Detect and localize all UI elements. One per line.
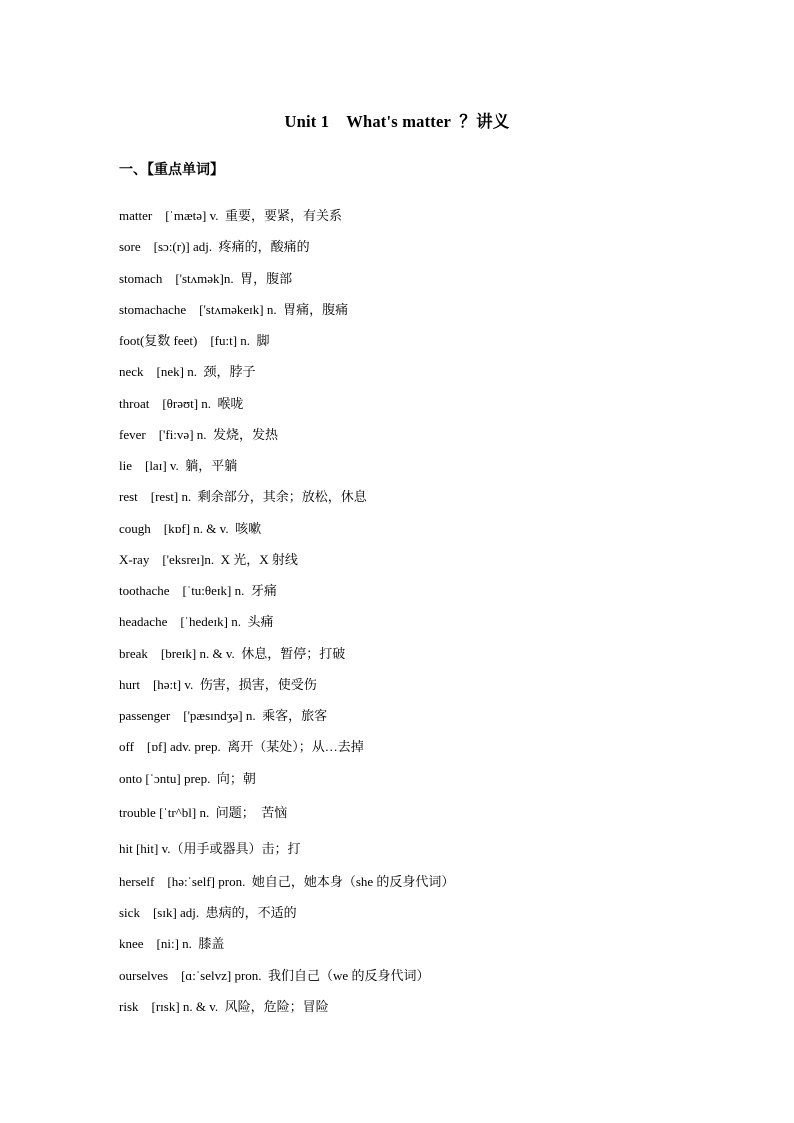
vocab-item: rest [rest] n. 剩余部分，其余；放松，休息	[119, 489, 367, 505]
vocab-item: sore [sɔ:(r)] adj. 疼痛的，酸痛的	[119, 239, 310, 255]
vocab-item: lie [laɪ] v. 躺，平躺	[119, 458, 238, 473]
vocabulary-list	[119, 206, 679, 1028]
vocab-item: sick [sɪk] adj. 患病的，不适的	[119, 905, 297, 920]
vocab-item: off [ɒf] adv. prep. 离开（某处）；从…去掉	[119, 739, 364, 755]
vocab-item: throat [θrəʊt] n. 喉咙	[119, 395, 244, 411]
vocab-item: neck [nek] n. 颈，脖子	[119, 364, 256, 380]
document-title: Unit 1 What's matter ？讲义	[284, 112, 510, 131]
vocab-item: X-ray ['eksreɪ]n. X 光，X 射线	[119, 551, 298, 567]
vocab-item: fever ['fi:və] n. 发烧，发热	[119, 426, 279, 442]
vocab-item: hurt [hə:t] v. 伤害，损害，使受伤	[119, 676, 317, 692]
vocab-item: knee [ni:] n. 膝盖	[119, 936, 225, 952]
vocab-item: break [breɪk] n. & v. 休息，暂停；打破	[119, 645, 346, 661]
vocab-item: herself [hə:ˈself] pron. 她自己，她本身（she 的反身代词）	[119, 873, 455, 889]
vocab-item: stomachache ['stʌməkeɪk] n. 胃痛，腹痛	[119, 301, 349, 317]
vocab-item: headache [ˈhedeɪk] n. 头痛	[119, 614, 274, 630]
vocab-item: onto [ˈɔntu] prep. 向；朝	[119, 770, 256, 786]
vocab-item: risk [rɪsk] n. & v. 风险，危险；冒险	[119, 998, 329, 1014]
vocab-item: toothache [ˈtu:θeɪk] n. 牙痛	[119, 583, 277, 598]
vocab-item: foot(复数 feet) [fu:t] n. 脚	[119, 333, 270, 348]
vocab-item: ourselves [ɑ:ˈselvz] pron. 我们自己（we 的反身代词）	[119, 967, 430, 983]
vocab-item: passenger ['pæsɪndʒə] n. 乘客，旅客	[119, 708, 328, 723]
vocab-item: stomach ['stʌmək]n. 胃，腹部	[119, 270, 293, 286]
vocab-item: trouble [ˈtr^bl] n. 问题； 苦恼	[119, 804, 288, 820]
vocab-item: cough [kɒf] n. & v. 咳嗽	[119, 520, 262, 536]
vocab-item: matter [ˈmætə] v. 重要，要紧，有关系	[119, 208, 343, 223]
section-heading: 一、【重点单词】	[119, 163, 224, 178]
vocab-item: hit [hit] v.（用手或器具）击；打	[119, 840, 301, 856]
